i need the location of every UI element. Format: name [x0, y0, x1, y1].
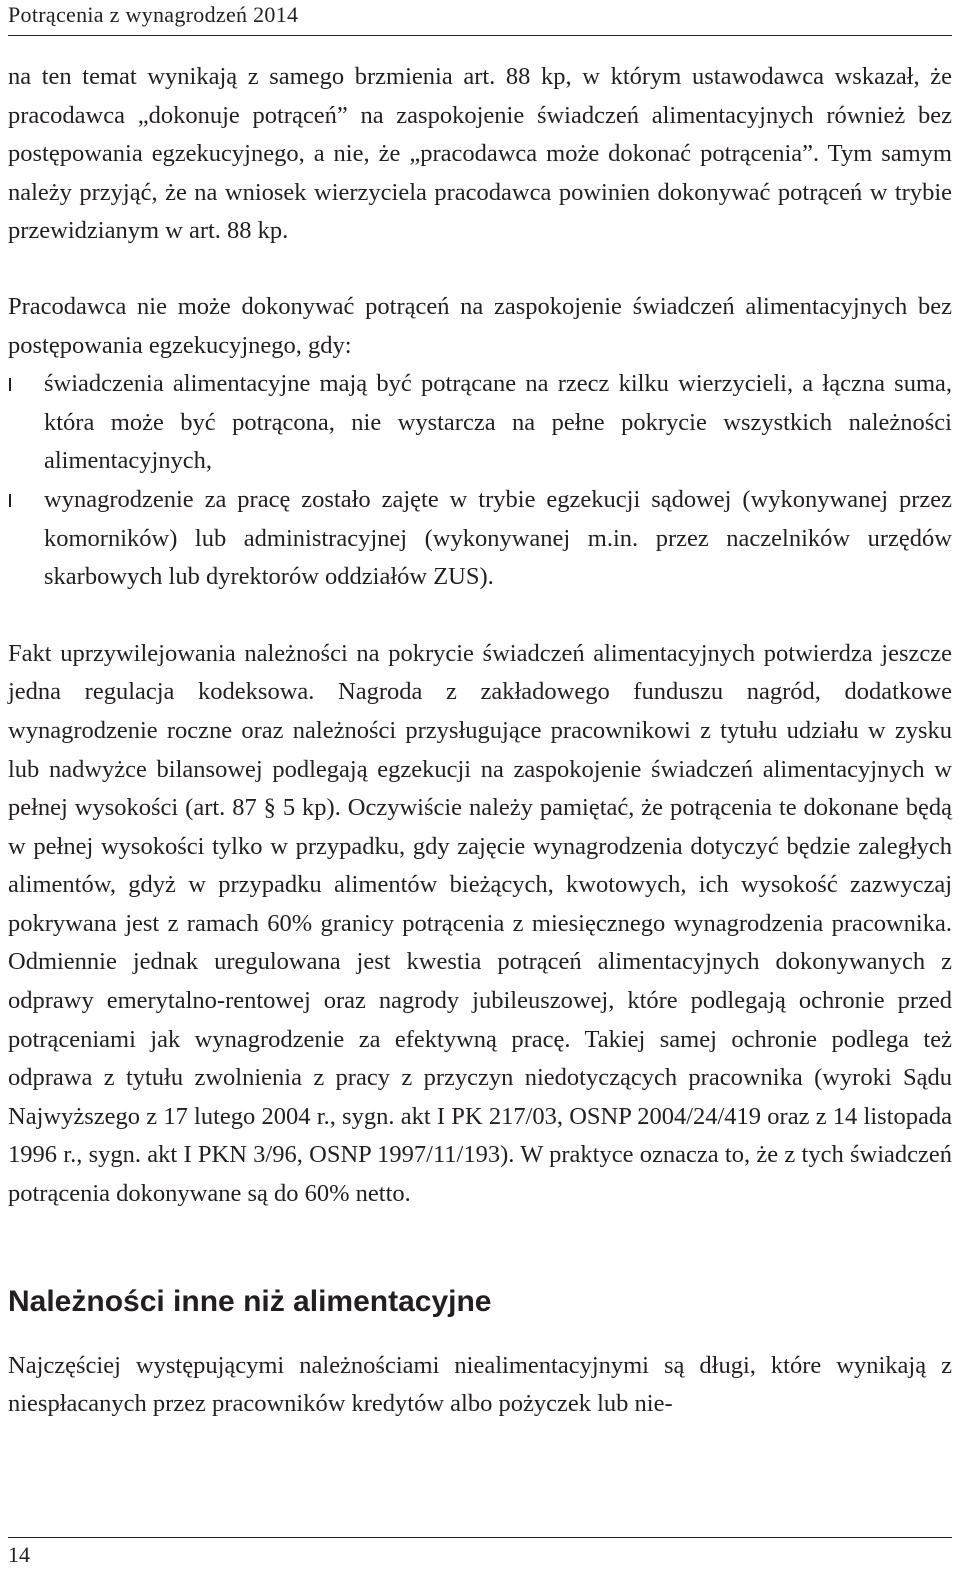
paragraph: na ten temat wynikają z samego brzmienia art. 88 kp, w którym ustawodawca wskazał, że pracodawca „dokonuje potrąceń” na zaspokojenie świadczeń alimentacyjnych również bez postępowania egzekucyjnego, a nie, że „pracodawca może dokonać potrącenia”. Tym samym należy przyjąć, że na wniosek wierzyciela pracodawca powinien dokonywać potrąceń w trybie przewidzianym w art. 88 kp. — [8, 63, 952, 245]
list-item-text: świadczenia alimentacyjne mają być potrącane na rzecz kilku wierzycieli, a łączna suma, która może być potrącona, nie wystarcza na pełne pokrycie wszystkich należności alimentacyjnych, — [44, 370, 952, 475]
paragraph-list-intro: Pracodawca nie może dokonywać potrąceń na zaspokojenie świadczeń alimentacyjnych bez postępowania egzekucyjnego, gdy: — [8, 292, 952, 359]
section-heading: Należności inne niż alimentacyjne — [8, 1284, 492, 1318]
paragraph: Najczęściej występującymi należnościami niealimentacyjnymi są długi, które wynikają z niespłacanych przez pracowników kredytów albo pożyczek lub nie- — [8, 1351, 952, 1418]
list-item-text: wynagrodzenie za pracę zostało zajęte w trybie egzekucji sądowej (wykonywanej przez komorników) lub administracyjnej (wykonywanej m.in. przez naczelników urzędów skarbowych lub dyrektorów oddziałów ZUS). — [44, 485, 952, 591]
list-item — [8, 365, 952, 481]
page-body — [8, 58, 952, 1424]
running-header — [8, 0, 952, 36]
paragraph: Fakt uprzywilejowania należności na pokrycie świadczeń alimentacyjnych potwierdza jeszcze jedna regulacja kodeksowa. Nagroda z zakładowego funduszu nagród, dodatkowe wynagrodzenie roczne oraz należności przysługujące pracownikowi z tytułu udziału w zysku lub nadwyżce bilansowej podlegają egzekucji na zaspokojenie świadczeń alimentacyjnych w pełnej wysokości (art. 87 § 5 kp). Oczywiście należy pamiętać, że potrącenia te dokonane będą w pełnej wysokości tylko w przypadku, gdy zajęcie wynagrodzenia dotyczyć będzie zaległych alimentów, gdyż w przypadku alimentów bieżących, kwotowych, ich wysokość zazwyczaj pokrywana jest z ramach 60% granicy potrącenia z miesięcznego wynagrodzenia pracownika. Odmiennie jednak uregulowana jest kwestia potrąceń alimentacyjnych dokonywanych z odprawy emerytalno-rentowej oraz nagrody jubileuszowej, które podlegają ochronie przed potrąceniami jak wynagrodzenie za efektywną pracę. Takiej samej ochronie podlega też odprawa z tytułu zwolnienia z pracy z przyczyn niedotyczących pracownika (wyroki Sądu Najwyższego z 17 lutego 2004 r., sygn. akt I PK 217/03, OSNP 2004/24/419 oraz z 14 listopada 1996 r., sygn. akt I PKN 3/96, OSNP 1997/11/193). W praktyce oznacza to, że z tych świadczeń potrącenia dokonywane są do 60% netto. — [8, 639, 952, 1208]
bullet-icon — [9, 378, 11, 391]
bullet-icon — [9, 494, 11, 507]
page-number: 14 — [8, 1542, 30, 1567]
running-header-title: Potrącenia z wynagrodzeń 2014 — [8, 2, 299, 27]
list-item — [8, 481, 952, 597]
footer-divider — [8, 1537, 952, 1538]
conditions-list — [8, 365, 952, 597]
